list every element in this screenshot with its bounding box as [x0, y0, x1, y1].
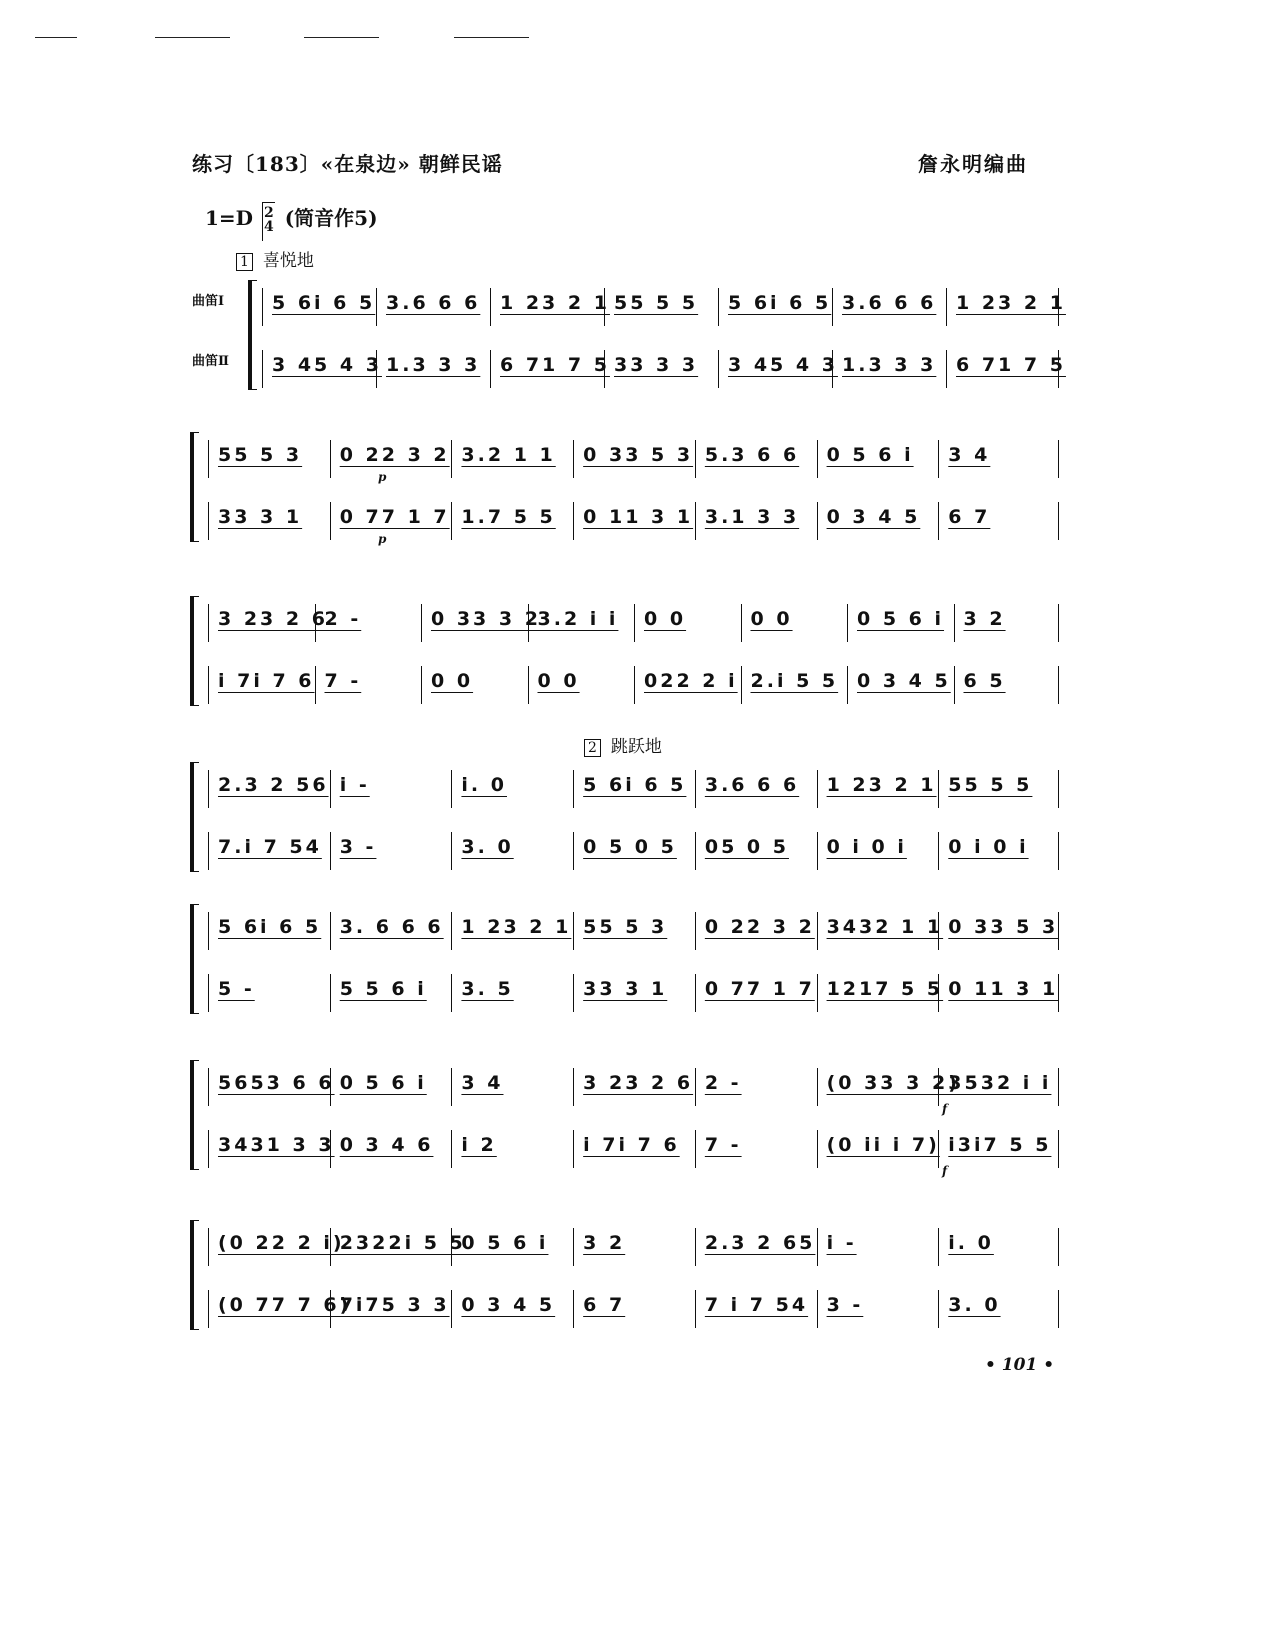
barline: [315, 666, 316, 704]
barline: [262, 288, 263, 326]
measure: 6 7: [583, 1294, 626, 1316]
measure: 0 3 4 5: [461, 1294, 556, 1316]
barline: [208, 912, 209, 950]
section-label: 跳跃地: [610, 737, 662, 757]
measure: 55 5 5: [948, 774, 1033, 796]
measure: 0 11 3 1: [583, 506, 694, 528]
measure: 0 22 3 2: [339, 444, 450, 466]
barline: [946, 288, 947, 326]
barline: [604, 350, 605, 388]
measure: i 7i 7 6: [583, 1134, 680, 1156]
measure: 3 4: [461, 1072, 504, 1094]
measure: 6 7: [948, 506, 991, 528]
barline: [604, 288, 605, 326]
barline: [573, 502, 574, 540]
measure: 3. 0: [461, 836, 514, 858]
barline: [208, 974, 209, 1012]
measure: 0 5 6 i: [826, 444, 914, 466]
measure: 1.7 5 5: [461, 506, 556, 528]
barline: [817, 1290, 818, 1328]
measure: 55 5 3: [218, 444, 303, 466]
measure: 3 -: [339, 836, 377, 858]
barline: [832, 288, 833, 326]
barline: [938, 1130, 939, 1168]
measure: i 2: [461, 1134, 497, 1156]
system-brace: [190, 1220, 199, 1330]
barline: [330, 912, 331, 950]
measure: 0 77 1 7: [339, 506, 450, 528]
barline: [330, 1228, 331, 1266]
barline: [938, 912, 939, 950]
measure: 5 6i 6 5: [583, 774, 687, 796]
barline: [741, 604, 742, 642]
barline: [451, 770, 452, 808]
measure: 6 71 7 5: [500, 354, 610, 376]
barline: [573, 832, 574, 870]
measure: 5.3 6 6: [704, 444, 800, 466]
measure: 022 2 i: [644, 670, 738, 692]
measure: 0 i 0 i: [948, 836, 1029, 858]
time-top: 2: [264, 204, 274, 221]
barline: [1058, 666, 1059, 704]
barline: [817, 832, 818, 870]
key-label: 1=D: [205, 206, 254, 230]
measure: i3i7 5 5: [948, 1134, 1052, 1156]
barline: [695, 912, 696, 950]
barline: [208, 1228, 209, 1266]
measure: i. 0: [461, 774, 507, 796]
staff-bottom: [262, 350, 1066, 400]
system-brace: [190, 762, 199, 872]
barline: [528, 666, 529, 704]
barline: [634, 604, 635, 642]
barline: [573, 440, 574, 478]
barline: [315, 604, 316, 642]
measure: 3532 i i: [948, 1072, 1052, 1094]
measure: 0 5 6 i: [857, 608, 945, 630]
barline: [262, 350, 263, 388]
measure: 3431 3 3: [218, 1134, 335, 1156]
staff-top: [262, 288, 1066, 338]
staff-top: [208, 1068, 1060, 1118]
barline: [573, 1130, 574, 1168]
barline: [938, 1290, 939, 1328]
section-number: 2: [584, 739, 601, 757]
barline: [817, 440, 818, 478]
section-2-marker: [584, 732, 662, 757]
barline: [1058, 440, 1059, 478]
barline: [695, 1290, 696, 1328]
measure: 2322i 5 5: [339, 1232, 466, 1254]
measure: 3. 6 6 6: [339, 916, 444, 938]
barline: [1058, 502, 1059, 540]
dynamic-p: p: [378, 532, 387, 546]
measure: 2 -: [704, 1072, 742, 1094]
page-number: • 101 •: [985, 1355, 1055, 1375]
section-number: 1: [236, 253, 253, 271]
measure: 7.i 7 54: [218, 836, 322, 858]
measure: i 7i 7 6: [218, 670, 315, 692]
measure: 1.3 3 3: [386, 354, 481, 376]
measure: 1217 5 5: [826, 978, 944, 1000]
measure: 2 -: [324, 608, 362, 630]
barline: [817, 974, 818, 1012]
measure: 0 0: [431, 670, 474, 692]
barline: [421, 666, 422, 704]
barline: [208, 1290, 209, 1328]
barline: [421, 604, 422, 642]
barline: [938, 832, 939, 870]
barline: [1058, 1130, 1059, 1168]
piece-title: 练习〔183〕«在泉边» 朝鲜民谣: [192, 152, 503, 176]
measure: 2.i 5 5: [750, 670, 839, 692]
barline: [208, 1130, 209, 1168]
measure: 0 i 0 i: [826, 836, 907, 858]
system-brace: [248, 280, 257, 390]
barline: [490, 288, 491, 326]
barline: [695, 770, 696, 808]
barline: [573, 1068, 574, 1106]
measure: 5653 6 6: [218, 1072, 335, 1094]
barline: [817, 502, 818, 540]
staff-top: [208, 604, 1060, 654]
barline: [330, 832, 331, 870]
measure: 3 23 2 6: [218, 608, 328, 630]
measure: 3.6 6 6: [386, 292, 481, 314]
system-brace: [190, 904, 199, 1014]
measure: 0 0: [644, 608, 687, 630]
measure: 5 5 6 i: [339, 978, 427, 1000]
barline: [330, 502, 331, 540]
barline: [1058, 1290, 1059, 1328]
barline: [573, 974, 574, 1012]
time-bottom: 4: [264, 218, 274, 235]
barline: [1058, 1068, 1059, 1106]
barline: [832, 350, 833, 388]
barline: [718, 288, 719, 326]
staff-bottom: [208, 666, 1060, 716]
measure: 0 0: [750, 608, 793, 630]
barline: [451, 974, 452, 1012]
barline: [938, 440, 939, 478]
measure: 0 33 5 3: [948, 916, 1059, 938]
staff-top: [208, 1228, 1060, 1278]
barline: [330, 440, 331, 478]
barline: [208, 770, 209, 808]
barline: [817, 770, 818, 808]
measure: 7 -: [704, 1134, 742, 1156]
measure: 3.6 6 6: [704, 774, 800, 796]
measure: 5 6i 6 5: [272, 292, 376, 314]
barline: [330, 1068, 331, 1106]
barline: [695, 440, 696, 478]
barline: [695, 502, 696, 540]
barline: [330, 974, 331, 1012]
measure: 0 3 4 5: [826, 506, 921, 528]
measure: 0 0: [537, 670, 580, 692]
measure: 1 23 2 1: [500, 292, 610, 314]
measure: 1.3 3 3: [842, 354, 937, 376]
barline: [573, 1290, 574, 1328]
measure: 55 5 5: [614, 292, 699, 314]
measure: 05 0 5: [704, 836, 789, 858]
measure: 33 3 3: [614, 354, 699, 376]
barline: [1058, 974, 1059, 1012]
barline: [817, 1228, 818, 1266]
measure: 5 -: [218, 978, 255, 1000]
measure: 6 5: [963, 670, 1006, 692]
barline: [208, 604, 209, 642]
measure: 33 3 1: [583, 978, 668, 1000]
barline: [847, 666, 848, 704]
barline: [208, 440, 209, 478]
barline: [451, 1068, 452, 1106]
instrument-label-2: 曲笛Ⅱ: [192, 354, 229, 369]
barline: [817, 1068, 818, 1106]
measure: 3.2 i i: [537, 608, 619, 630]
system-brace: [190, 1060, 199, 1170]
measure: 0 77 1 7: [704, 978, 815, 1000]
measure: 0 22 3 2: [704, 916, 815, 938]
barline: [376, 350, 377, 388]
measure: 7i75 3 3: [339, 1294, 450, 1316]
measure: 3.1 3 3: [704, 506, 800, 528]
measure: 0 33 5 3: [583, 444, 694, 466]
staff-bottom: [208, 502, 1060, 552]
barline: [847, 604, 848, 642]
measure: 3 -: [826, 1294, 864, 1316]
barline: [451, 1228, 452, 1266]
measure: 1 23 2 1: [956, 292, 1066, 314]
barline: [718, 350, 719, 388]
staff-top: [208, 770, 1060, 820]
barline: [938, 770, 939, 808]
barline: [1058, 604, 1059, 642]
measure: (0 77 7 6): [218, 1294, 352, 1316]
measure: 0 5 0 5: [583, 836, 677, 858]
barline: [954, 666, 955, 704]
barline: [695, 1068, 696, 1106]
barline: [208, 832, 209, 870]
key-note: (筒音作5): [284, 206, 378, 230]
barline: [634, 666, 635, 704]
barline: [208, 1068, 209, 1106]
barline: [451, 440, 452, 478]
barline: [938, 1068, 939, 1106]
barline: [451, 832, 452, 870]
barline: [946, 350, 947, 388]
measure: 5 6i 6 5: [728, 292, 832, 314]
system-brace: [190, 596, 199, 706]
measure: 1 23 2 1: [461, 916, 572, 938]
barline: [451, 1290, 452, 1328]
measure: i. 0: [948, 1232, 994, 1254]
measure: 3 2: [583, 1232, 626, 1254]
barline: [695, 1130, 696, 1168]
barline: [528, 604, 529, 642]
barline: [1058, 1228, 1059, 1266]
dynamic-f: f: [942, 1164, 948, 1178]
barline: [695, 832, 696, 870]
measure: (0 33 3 2): [826, 1072, 960, 1094]
measure: 3.6 6 6: [842, 292, 937, 314]
barline: [208, 666, 209, 704]
measure: 5 6i 6 5: [218, 916, 322, 938]
staff-top: [208, 912, 1060, 962]
barline: [451, 502, 452, 540]
barline: [741, 666, 742, 704]
staff-bottom: [208, 1130, 1060, 1180]
measure: 3432 1 1: [826, 916, 944, 938]
measure: 7 i 7 54: [704, 1294, 809, 1316]
barline: [451, 912, 452, 950]
measure: 2.3 2 56: [218, 774, 329, 796]
barline: [208, 502, 209, 540]
barline: [1058, 912, 1059, 950]
measure: 0 11 3 1: [948, 978, 1059, 1000]
barline: [938, 974, 939, 1012]
measure: 3 45 4 3: [272, 354, 382, 376]
dynamic-f: f: [942, 1102, 948, 1116]
barline: [330, 1290, 331, 1328]
barline: [330, 770, 331, 808]
key-signature: [205, 202, 378, 234]
dynamic-p: p: [378, 470, 387, 484]
barline: [1058, 770, 1059, 808]
barline: [490, 350, 491, 388]
barline: [1058, 350, 1059, 388]
measure: 3. 5: [461, 978, 514, 1000]
measure: 0 3 4 6: [339, 1134, 434, 1156]
barline: [573, 770, 574, 808]
composer: 詹永明编曲: [918, 152, 1028, 176]
measure: 0 33 3 2: [431, 608, 541, 630]
measure: 3 2: [963, 608, 1006, 630]
barline: [330, 1130, 331, 1168]
barline: [695, 974, 696, 1012]
barline: [573, 912, 574, 950]
measure: 7 -: [324, 670, 362, 692]
barline: [817, 912, 818, 950]
measure: (0 22 2 i): [218, 1232, 345, 1254]
barline: [376, 288, 377, 326]
barline: [954, 604, 955, 642]
measure: (0 ii i 7): [826, 1134, 940, 1156]
measure: 33 3 1: [218, 506, 303, 528]
system-brace: [190, 432, 199, 542]
section-1-marker: [236, 246, 314, 271]
barline: [695, 1228, 696, 1266]
measure: 3. 0: [948, 1294, 1001, 1316]
time-signature: [264, 206, 274, 234]
staff-top: [208, 440, 1060, 490]
barline: [938, 502, 939, 540]
measure: 3 23 2 6: [583, 1072, 694, 1094]
barline: [451, 1130, 452, 1168]
barline: [1058, 288, 1059, 326]
measure: 3 4: [948, 444, 991, 466]
staff-bottom: [208, 832, 1060, 882]
barline: [1058, 832, 1059, 870]
measure: 1 23 2 1: [826, 774, 937, 796]
measure: i -: [826, 1232, 857, 1254]
measure: 0 5 6 i: [461, 1232, 549, 1254]
measure: 0 5 6 i: [339, 1072, 427, 1094]
measure: 0 3 4 5: [857, 670, 951, 692]
staff-bottom: [208, 974, 1060, 1024]
measure: 3 45 4 3: [728, 354, 838, 376]
measure: i -: [339, 774, 370, 796]
staff-bottom: [208, 1290, 1060, 1340]
measure: 2.3 2 65: [704, 1232, 816, 1254]
section-label: 喜悦地: [262, 251, 314, 271]
barline: [573, 1228, 574, 1266]
instrument-label-1: 曲笛Ⅰ: [192, 294, 225, 309]
measure: 6 71 7 5: [956, 354, 1066, 376]
measure: 55 5 3: [583, 916, 668, 938]
barline: [817, 1130, 818, 1168]
measure: 3.2 1 1: [461, 444, 556, 466]
barline: [938, 1228, 939, 1266]
